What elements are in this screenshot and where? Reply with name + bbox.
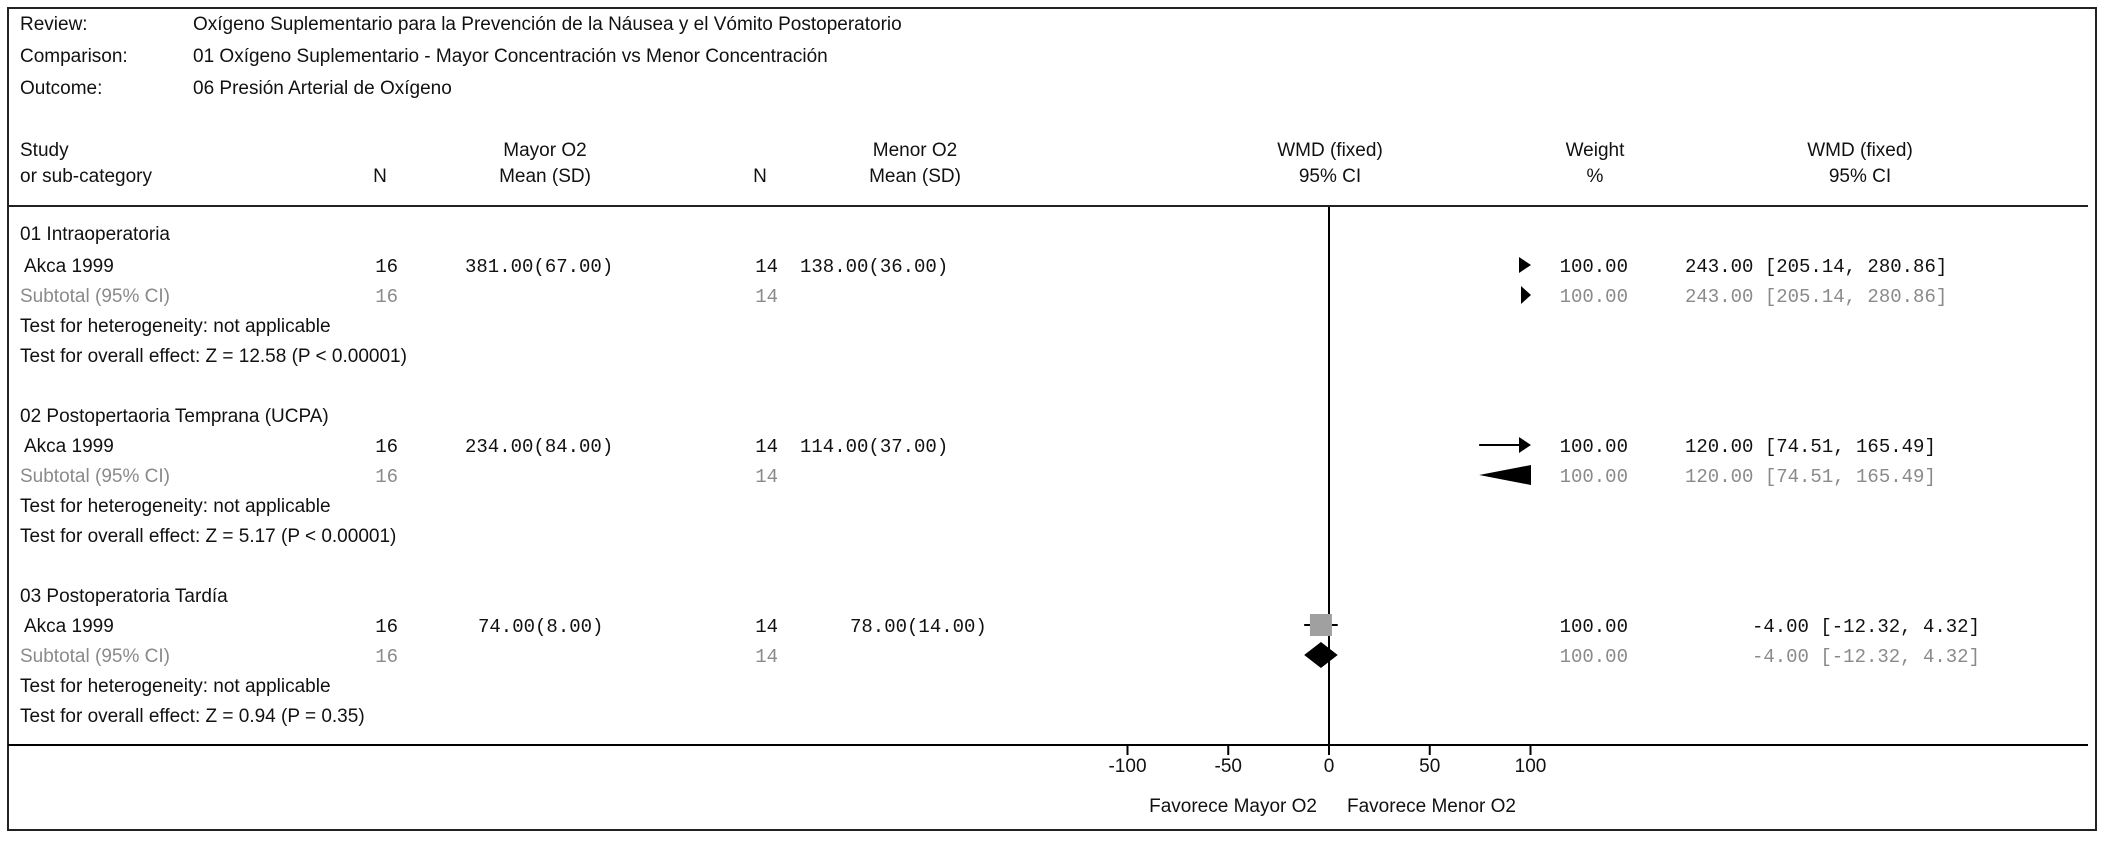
- col-study: Study: [20, 140, 69, 161]
- study-name: Akca 1999: [24, 256, 114, 277]
- plot-marks: [1304, 257, 1531, 668]
- subtotal-n2: 14: [755, 286, 778, 308]
- study-name: Akca 1999: [24, 436, 114, 457]
- subtotal-name: Subtotal (95% CI): [20, 646, 170, 667]
- study-n2: 14: [755, 256, 778, 278]
- x-tick-label: -100: [1108, 756, 1147, 777]
- overall-effect-test: Test for overall effect: Z = 12.58 (P < 0.00001): [20, 346, 407, 367]
- subtotal-n2: 14: [755, 646, 778, 668]
- study-square: [1310, 614, 1332, 636]
- x-tick-label: 50: [1419, 756, 1441, 777]
- study-n2: 14: [755, 436, 778, 458]
- study-n1: 16: [375, 256, 398, 278]
- study-mean-sd2: 114.00(37.00): [800, 436, 949, 458]
- subtotal-n1: 16: [375, 466, 398, 488]
- study-mean-sd1: 381.00(67.00): [465, 256, 614, 278]
- favours-left-label: Favorece Mayor O2: [1149, 796, 1317, 817]
- col-weight-sub: %: [1586, 166, 1604, 187]
- comparison-label: Comparison:: [20, 46, 128, 67]
- study-weight: 100.00: [1559, 256, 1628, 278]
- x-axis-tick-labels: [1108, 756, 1546, 777]
- heterogeneity-test: Test for heterogeneity: not applicable: [20, 496, 331, 517]
- study-mean-sd1: 74.00(8.00): [478, 616, 604, 638]
- study-n1: 16: [375, 616, 398, 638]
- study-effect: 243.00 [205.14, 280.86]: [1685, 256, 1948, 278]
- favours-right-label: Favorece Menor O2: [1347, 796, 1516, 817]
- col-group2-sub: Mean (SD): [869, 166, 961, 187]
- x-tick-label: 0: [1323, 756, 1335, 777]
- subtotal-weight: 100.00: [1559, 646, 1628, 668]
- x-axis-ticks: [1128, 745, 1531, 755]
- group-title: 01 Intraoperatoria: [20, 224, 170, 245]
- x-tick-label: 100: [1514, 756, 1547, 777]
- ci-arrow: [1519, 437, 1531, 453]
- review-label: Review:: [20, 14, 88, 35]
- col-group2: Menor O2: [872, 140, 958, 161]
- subtotal-diamond-clipped: [1479, 465, 1531, 485]
- x-tick-label: -50: [1214, 756, 1242, 777]
- study-name: Akca 1999: [24, 616, 114, 637]
- subtotal-name: Subtotal (95% CI): [20, 466, 170, 487]
- study-effect: 120.00 [74.51, 165.49]: [1685, 436, 1936, 458]
- col-n1: N: [373, 166, 387, 187]
- subtotal-n1: 16: [375, 286, 398, 308]
- subtotal-arrow: [1521, 286, 1531, 304]
- subtotal-effect: 243.00 [205.14, 280.86]: [1685, 286, 1948, 308]
- col-plot: WMD (fixed): [1277, 140, 1383, 161]
- outcome-value: 06 Presión Arterial de Oxígeno: [193, 78, 452, 99]
- comparison-value: 01 Oxígeno Suplementario - Mayor Concentración vs Menor Concentración: [193, 46, 828, 67]
- study-weight: 100.00: [1559, 436, 1628, 458]
- col-effect-sub: 95% CI: [1828, 166, 1892, 187]
- subtotal-effect: 120.00 [74.51, 165.49]: [1685, 466, 1936, 488]
- group-title: 03 Postoperatoria Tardía: [20, 586, 228, 607]
- group-title: 02 Postopertaoria Temprana (UCPA): [20, 406, 329, 427]
- study-n2: 14: [755, 616, 778, 638]
- subtotal-n1: 16: [375, 646, 398, 668]
- study-mean-sd2: 138.00(36.00): [800, 256, 949, 278]
- ci-arrow: [1519, 257, 1531, 273]
- study-mean-sd1: 234.00(84.00): [465, 436, 614, 458]
- col-group1: Mayor O2: [503, 140, 587, 161]
- col-weight: Weight: [1565, 140, 1625, 161]
- review-value: Oxígeno Suplementario para la Prevención de la Náusea y el Vómito Postoperatorio: [193, 14, 902, 35]
- subtotal-n2: 14: [755, 466, 778, 488]
- study-weight: 100.00: [1559, 616, 1628, 638]
- col-group1-sub: Mean (SD): [499, 166, 591, 187]
- study-n1: 16: [375, 436, 398, 458]
- subtotal-name: Subtotal (95% CI): [20, 286, 170, 307]
- col-study-sub: or sub-category: [20, 166, 153, 187]
- subtotal-diamond: [1304, 642, 1338, 668]
- heterogeneity-test: Test for heterogeneity: not applicable: [20, 316, 331, 337]
- col-n2: N: [753, 166, 767, 187]
- overall-effect-test: Test for overall effect: Z = 5.17 (P < 0.00001): [20, 526, 397, 547]
- study-effect: -4.00 [-12.32, 4.32]: [1751, 616, 1980, 638]
- col-effect: WMD (fixed): [1807, 140, 1913, 161]
- outcome-label: Outcome:: [20, 78, 103, 99]
- subtotal-weight: 100.00: [1559, 286, 1628, 308]
- heterogeneity-test: Test for heterogeneity: not applicable: [20, 676, 331, 697]
- overall-effect-test: Test for overall effect: Z = 0.94 (P = 0.35): [20, 706, 365, 727]
- col-plot-sub: 95% CI: [1298, 166, 1362, 187]
- study-mean-sd2: 78.00(14.00): [850, 616, 987, 638]
- subtotal-effect: -4.00 [-12.32, 4.32]: [1751, 646, 1980, 668]
- subtotal-weight: 100.00: [1559, 466, 1628, 488]
